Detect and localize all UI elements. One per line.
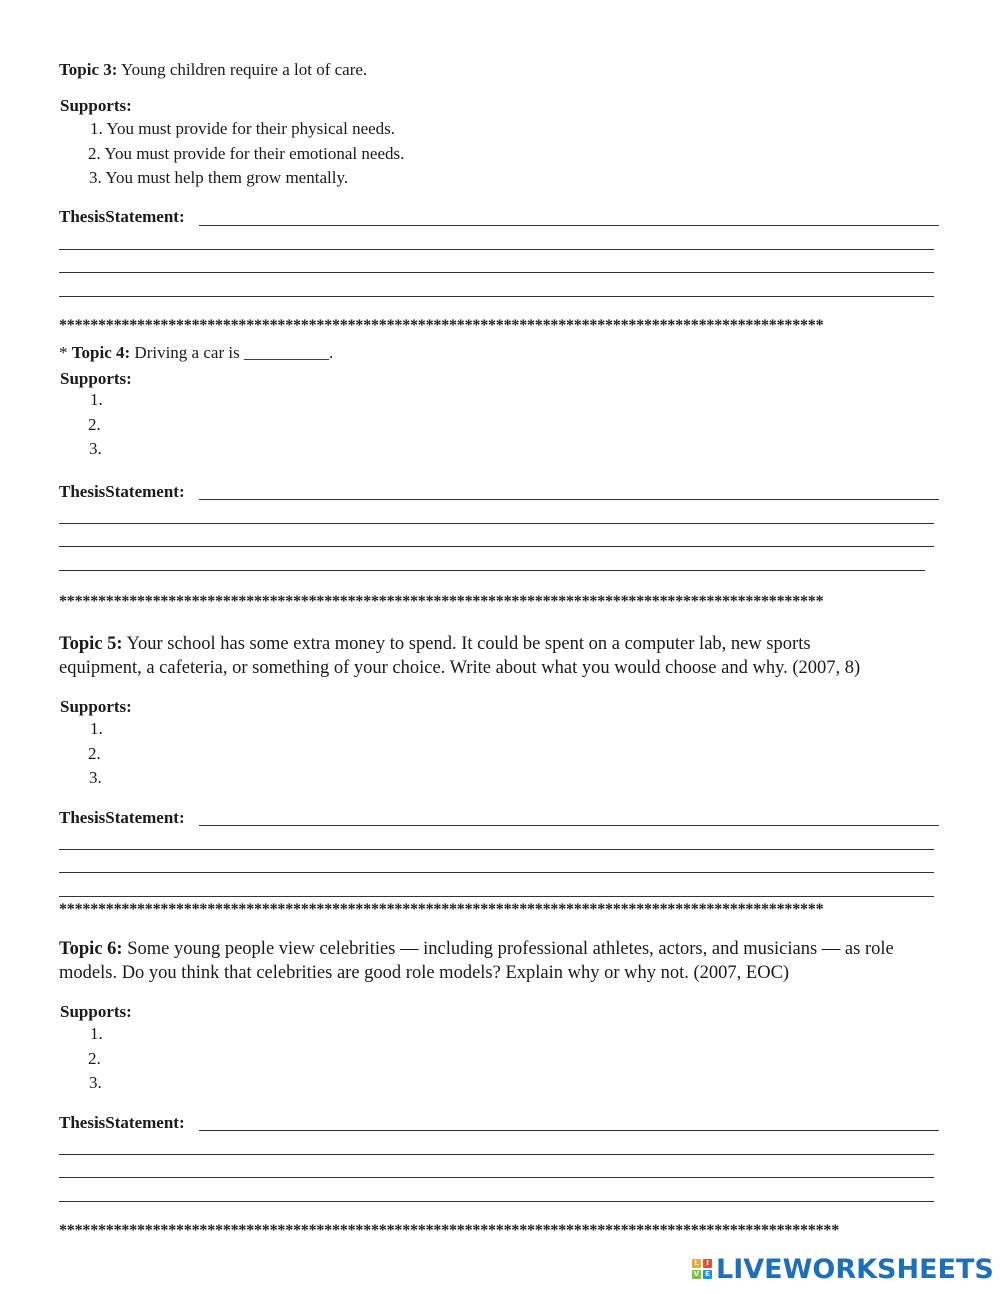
topic4-writing-line[interactable]: [59, 546, 934, 547]
topic4-support-3: 3.: [89, 439, 102, 458]
separator-stars: **************************************************************************************************: [59, 317, 824, 334]
logo-mark-icon: [692, 1259, 712, 1279]
topic6-text-line2: models. Do you think that celebrities are good role models? Explain why or why not. (2007, EOC): [59, 963, 790, 983]
topic6-heading: [59, 937, 894, 961]
topic3-writing-line[interactable]: [59, 296, 934, 297]
topic5-thesis-label: ThesisStatement:: [59, 808, 185, 827]
topic6-support-2: 2.: [88, 1049, 101, 1068]
topic5-heading: [59, 632, 811, 656]
topic4-thesis-label: ThesisStatement:: [59, 482, 185, 501]
topic3-label: Topic 3:: [59, 60, 118, 79]
topic6-label: Topic 6:: [59, 939, 123, 959]
topic3-writing-line[interactable]: [59, 249, 934, 250]
topic5-label: Topic 5:: [59, 634, 123, 654]
topic6-supports-label: Supports:: [60, 1002, 132, 1021]
topic6-support-1: 1.: [90, 1024, 103, 1043]
logo-mark-letter: L: [692, 1259, 701, 1268]
separator-stars: **************************************************************************************************: [59, 901, 824, 918]
topic4-writing-line[interactable]: [59, 523, 934, 524]
topic3-support-1: 1. You must provide for their physical needs.: [90, 119, 396, 138]
topic5-writing-line[interactable]: [59, 849, 934, 850]
topic3-thesis-label: ThesisStatement:: [59, 207, 185, 226]
topic5-thesis-input-line[interactable]: [199, 825, 939, 826]
topic3-support-3: 3. You must help them grow mentally.: [89, 168, 349, 187]
topic4-thesis-input-line[interactable]: [199, 499, 939, 500]
topic4-writing-line[interactable]: [59, 570, 925, 571]
topic3-writing-line[interactable]: [59, 272, 934, 273]
liveworksheets-logo: [692, 1252, 994, 1286]
topic4-label: Topic 4:: [71, 343, 131, 362]
topic5-text-line2: equipment, a cafeteria, or something of your choice. Write about what you would choose and why. (2007, 8): [59, 658, 861, 678]
logo-mark-letter: V: [693, 1270, 700, 1278]
topic4-prefix: *: [59, 343, 72, 362]
topic6-writing-line[interactable]: [59, 1154, 934, 1155]
topic6-thesis-input-line[interactable]: [199, 1130, 939, 1131]
topic6-writing-line[interactable]: [59, 1177, 934, 1178]
topic6-support-3: 3.: [89, 1073, 102, 1092]
topic5-support-2: 2.: [88, 744, 101, 763]
logo-text: LIVEWORKSHEETS: [716, 1253, 994, 1285]
topic5-writing-line[interactable]: [59, 872, 934, 873]
topic4-text: Driving a car is __________.: [130, 343, 334, 362]
topic3-text: Young children require a lot of care.: [117, 60, 368, 79]
topic4-support-1: 1.: [90, 390, 103, 409]
logo-mark-letter: I: [703, 1259, 712, 1268]
topic6-text-line1: Some young people view celebrities — including professional athletes, actors, and musicians — as role: [122, 939, 894, 959]
topic3-support-2: 2. You must provide for their emotional needs.: [88, 144, 405, 163]
topic6-writing-line[interactable]: [59, 1201, 934, 1202]
topic5-support-3: 3.: [89, 768, 102, 787]
separator-stars: **************************************************************************************************: [59, 593, 824, 610]
topic3-supports-label: Supports:: [60, 96, 132, 115]
topic3-thesis-input-line[interactable]: [199, 225, 939, 226]
topic5-support-1: 1.: [90, 719, 103, 738]
topic6-thesis-label: ThesisStatement:: [59, 1113, 185, 1132]
topic4-heading: [59, 342, 333, 364]
logo-mark-letter: E: [703, 1270, 712, 1279]
topic4-support-2: 2.: [88, 415, 101, 434]
separator-stars: ****************************************************************************************************: [59, 1222, 840, 1239]
topic5-text-line1: Your school has some extra money to spend. It could be spent on a computer lab, new sports: [122, 634, 811, 654]
topic5-writing-line[interactable]: [59, 896, 934, 897]
topic5-supports-label: Supports:: [60, 697, 132, 716]
topic3-heading: [59, 59, 367, 81]
topic4-supports-label: Supports:: [60, 369, 132, 388]
